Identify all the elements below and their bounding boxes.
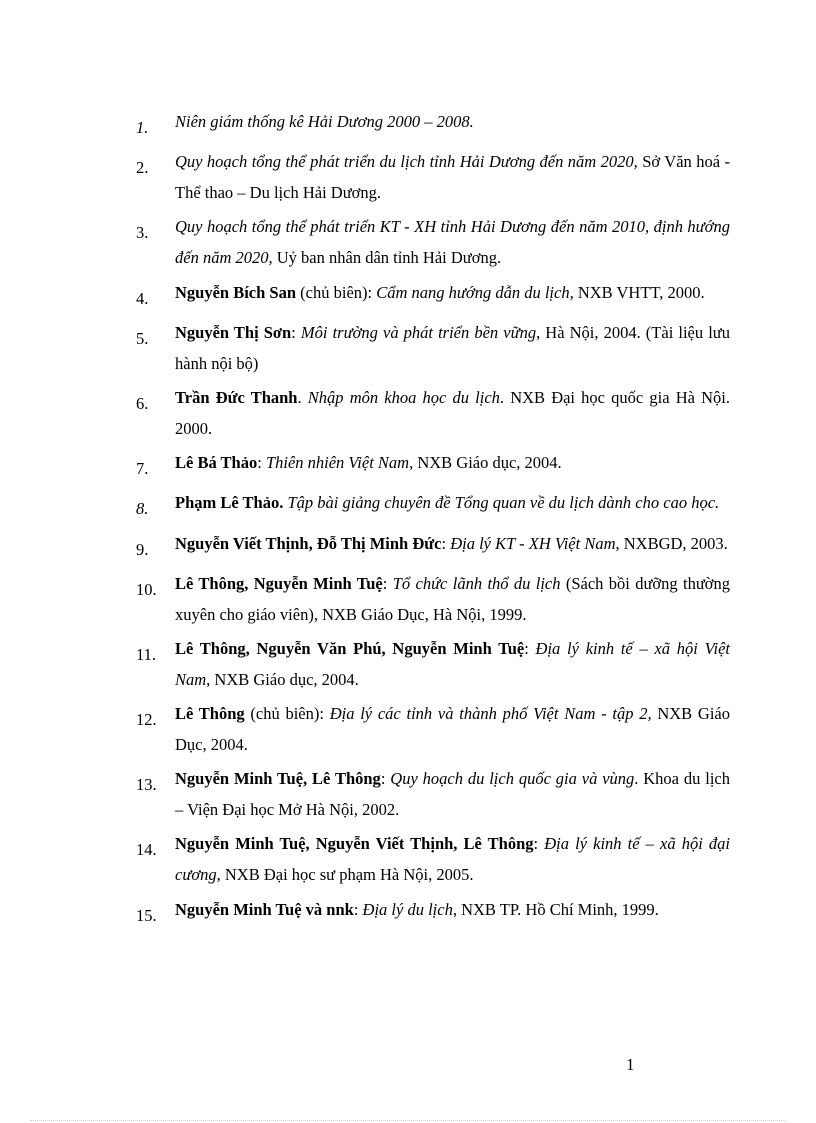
reference-detail: , NXBGD, 2003. [615,533,728,553]
reference-item [136,528,730,565]
reference-title: Niên giám thống kê Hải Dương 2000 – 2008. [175,112,474,131]
reference-text [175,146,730,208]
reference-detail: , NXB Đại học sư phạm Hà Nội, 2005. [216,865,474,885]
reference-title: Quy hoạch tổng thể phát triển du lịch tỉnh Hải Dương đến năm 2020, [175,152,638,172]
reference-detail: NXB Giáo Dục, 2004. [175,704,730,755]
reference-title: Địa lý kinh tế – xã hội đại cương [175,834,730,885]
reference-title: Tập bài giảng chuyên đề Tổng quan về du lịch dành cho cao học. [287,493,720,513]
reference-number: 11. [136,644,157,664]
reference-text [175,828,730,890]
reference-author: Lê Thông, Nguyễn Minh Tuệ [175,573,383,593]
reference-text [175,277,730,308]
page-number: 1 [626,1055,635,1074]
reference-detail: : [533,834,545,854]
reference-detail: Uỷ ban nhân dân tỉnh Hải Dương. [272,248,502,268]
reference-title: Cẩm nang hướng dẫn du lịch [376,282,570,302]
reference-detail: (chủ biên): [296,282,377,302]
reference-number: 6. [136,393,149,413]
reference-author: Nguyễn Minh Tuệ, Lê Thông [175,769,381,789]
reference-text [175,447,730,478]
reference-item [136,317,730,379]
reference-title: Địa lý kinh tế – xã hội Việt Nam [175,638,730,689]
reference-list [136,106,730,934]
reference-number: 10. [136,579,157,599]
reference-detail: Sở Văn hoá - Thể thao – Du lịch Hải Dương. [175,152,730,203]
reference-text [175,317,730,379]
reference-number: 15. [136,905,157,925]
reference-title: Quy hoạch du lịch quốc gia và vùng [390,769,635,789]
reference-title: Địa lý du lịch [362,899,453,919]
reference-author: Nguyễn Thị Sơn [175,322,292,342]
reference-item [136,487,730,524]
reference-detail: . NXB Đại học quốc gia Hà Nội. 2000. [175,387,730,438]
reference-author: Nguyễn Minh Tuệ, Nguyễn Viết Thịnh, Lê Thông [175,834,534,854]
reference-author: Trần Đức Thanh [175,387,298,407]
reference-item [136,568,730,630]
reference-number: 7. [136,459,149,479]
reference-detail: , NXB Giáo dục, 2004. [206,669,359,689]
reference-number: 13. [136,775,157,795]
reference-detail: , NXB VHTT, 2000. [569,282,705,302]
reference-item [136,106,730,143]
reference-detail: (Sách bồi dưỡng thường xuyên cho giáo viên), NXB Giáo Dục, Hà Nội, 1999. [175,573,730,624]
reference-title: Tổ chức lãnh thổ du lịch [392,573,561,593]
reference-text [175,528,730,559]
reference-author: Lê Thông, Nguyễn Văn Phú, Nguyễn Minh Tuệ [175,638,525,658]
reference-author: Phạm Lê Thảo. [175,493,284,513]
reference-number: 12. [136,710,157,730]
reference-author: Nguyễn Viết Thịnh, Đỗ Thị Minh Đức [175,533,442,553]
reference-title: Địa lý KT - XH Việt Nam [450,533,616,553]
reference-item [136,382,730,444]
reference-detail: : [382,573,393,593]
reference-author: Nguyễn Bích San [175,282,297,302]
reference-detail: : [441,533,451,553]
reference-detail: : [524,638,536,658]
reference-item [136,211,730,273]
reference-title: Môi trường và phát triển bền vững [300,322,537,342]
reference-number: 1. [136,118,149,137]
reference-item [136,447,730,484]
reference-text [175,211,730,273]
reference-title: Quy hoạch tổng thể phát triển KT - XH tỉnh Hải Dương đến năm 2010, định hướng đến năm 2020, [175,217,730,268]
reference-detail: : [380,769,391,789]
reference-number: 4. [136,288,149,308]
reference-number: 9. [136,539,149,559]
reference-title: Nhập môn khoa học du lịch [307,387,500,407]
reference-detail: : [291,322,301,342]
reference-text [175,106,730,137]
reference-number: 14. [136,840,157,860]
reference-detail: . [297,387,308,407]
reference-text [175,894,730,925]
reference-number: 8. [136,499,149,519]
reference-title: Địa lý các tỉnh và thành phố Việt Nam - tập 2, [329,704,652,724]
reference-title: Thiên nhiên Việt Nam [265,453,410,473]
reference-author: Nguyễn Minh Tuệ và nnk [175,899,354,919]
reference-detail: , NXB TP. Hồ Chí Minh, 1999. [452,899,659,919]
reference-text [175,763,730,825]
reference-text [175,698,730,760]
reference-author: Lê Bá Thảo [175,453,258,473]
reference-number: 3. [136,223,149,243]
reference-number: 2. [136,158,149,178]
reference-text [175,633,730,695]
reference-item [136,277,730,314]
reference-detail: : [353,899,363,919]
page-bottom-divider [30,1120,786,1121]
reference-detail: (chủ biên): [244,704,330,724]
reference-detail: : [257,453,266,473]
reference-item [136,698,730,760]
reference-item [136,633,730,695]
reference-detail: . Khoa du lịch – Viện Đại học Mở Hà Nội, 2002. [175,769,730,820]
reference-detail: , NXB Giáo dục, 2004. [409,453,562,473]
reference-item [136,763,730,825]
reference-item [136,146,730,208]
reference-text [175,382,730,444]
reference-item [136,894,730,931]
reference-text [175,568,730,630]
reference-author: Lê Thông [175,704,245,724]
reference-number: 5. [136,328,149,348]
reference-detail: , Hà Nội, 2004. (Tài liệu lưu hành nội bộ) [175,322,730,373]
reference-item [136,828,730,890]
reference-text [175,487,730,518]
